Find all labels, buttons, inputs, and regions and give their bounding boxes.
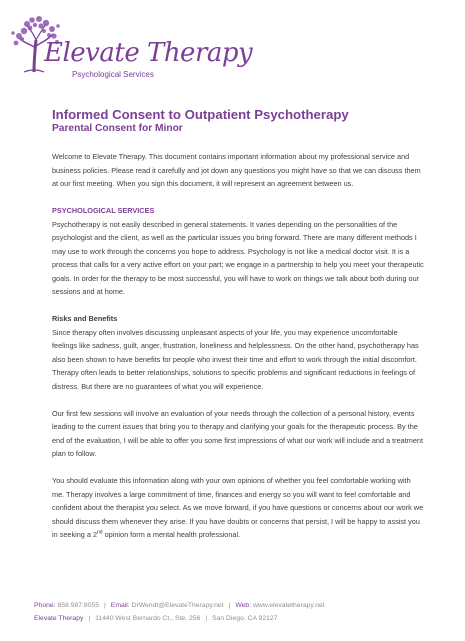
opinion-superscript: nd [97,529,103,536]
page-footer [34,599,454,625]
document-body [52,107,424,555]
footer-phone[interactable]: 858.987.8055 [57,602,100,609]
opinion-text-end: opinion form a mental health professional. [102,530,241,539]
footer-separator: | [104,602,106,609]
document-title: Informed Consent to Outpatient Psychotherapy [52,107,349,122]
logo-wordmark: Elevate Therapy [44,38,253,68]
footer-phone-label: Phone: [34,602,56,609]
footer-separator: | [88,615,91,622]
footer-separator: | [205,615,208,622]
footer-contact-line [34,599,454,612]
footer-web-link[interactable]: www.elevatetherapy.net [253,602,325,609]
footer-separator: | [228,602,231,609]
footer-address-line [34,612,454,625]
section-heading-psychological-services: PSYCHOLOGICAL SERVICES [52,206,155,215]
risks-benefits-heading: Risks and Benefits [52,314,118,323]
logo-tagline: Psychological Services [72,70,154,79]
risks-benefits-paragraph: Since therapy often involves discussing unpleasant aspects of your life, you may experience uncomfortable feelings like sadness, guilt, anger, frustration, loneliness and helplessness. On the other hand, psychotherapy has also been shown to have benefits for people who invest their time and effort to work through the initial discomfort. Therapy often leads to better relationships, solutions to specific problems and significant reductions in feelings of distress. But there are no guarantees of what you will experience. [52,327,419,391]
intro-paragraph: Welcome to Elevate Therapy. This document contains important information about my professional service and business policies. Please read it carefully and jot down any questions you might have so that we can discuss them at our first meeting. When you sign this document, it will represent an agreement between us. [52,152,421,188]
footer-company-name: Elevate Therapy [34,615,84,622]
opinion-paragraph [52,474,424,542]
psychological-services-paragraph: Psychotherapy is not easily described in general statements. It varies depending on the personalities of the psychologist and the client, as well as the particular issues you bring forward. There are many different methods I may use to work through the concerns you hope to address. Psychology is not like a medical doctor visit. It is a process that calls for a very active effort on your part; we engage in a partnership to help you meet your therapeutic goals. In order for the therapy to be most successful, you will have to work on things we talk about both during our sessions and at home. [52,219,424,296]
evaluation-paragraph: Our first few sessions will involve an evaluation of your needs through the collection of a personal history, events leading to the current issues that bring you to therapy and clarifying your goals for the therapeutic process. By the end of the evaluation, I will be able to offer you some first impressions of what our work will include and a treatment plan to follow. [52,408,423,458]
footer-city: San Diego, CA 92127 [212,615,278,622]
document-subtitle: Parental Consent for Minor [52,123,183,134]
footer-email-link[interactable]: DrWendt@ElevateTherapy.net [131,602,224,609]
footer-street-address: 11440 West Bernardo Ct., Ste. 256 [95,615,201,622]
opinion-text-start: You should evaluate this information along with your own opinions of whether you feel comfortable working with me. Therapy involves a large commitment of time, finances and energy so you will want to feel comfortable and confident about the therapist you select. As we move forward, if you have questions or concerns about our work we should discuss them whenever they arise. If you have doubts or concerns that persist, I will be happy to assist you in seeking a 2 [52,476,424,539]
company-logo [10,16,253,79]
footer-email-label: Email: [110,602,130,609]
footer-web-label: Web: [235,602,252,609]
